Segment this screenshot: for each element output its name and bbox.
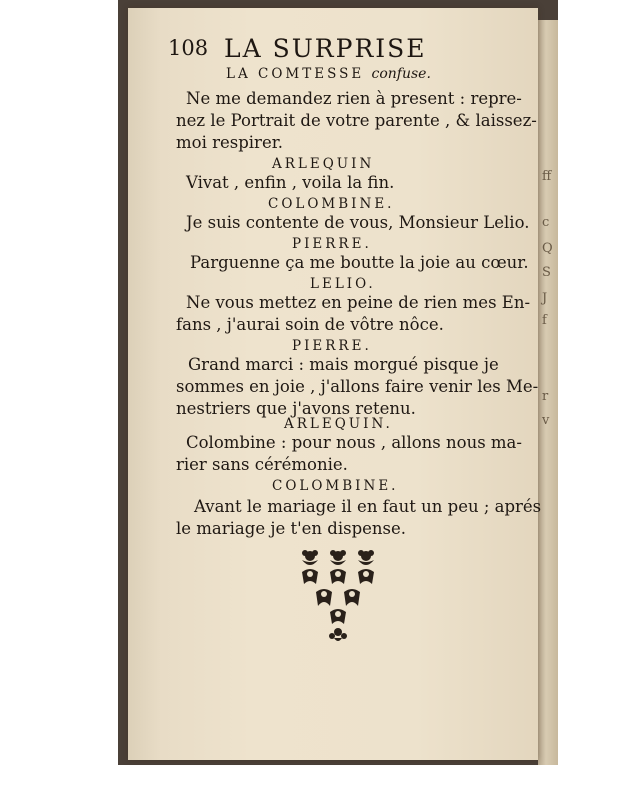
dialogue-line: nestriers que j'avons retenu. (176, 399, 416, 418)
page-header (168, 34, 508, 64)
speaker-name: LELIO. (310, 276, 376, 292)
speaker-name: COLOMBINE. (268, 196, 395, 212)
speaker-name: PIERRE. (292, 338, 372, 354)
fleuron-icon (330, 609, 346, 624)
fleuron-icon (302, 550, 318, 565)
page-number: 108 (168, 36, 209, 60)
dialogue-line: nez le Portrait de votre parente , & laissez- (176, 111, 537, 130)
dialogue-line: Colombine : pour nous , allons nous ma- (186, 433, 522, 452)
speaker-name: PIERRE. (292, 236, 372, 252)
fleuron-icon (330, 550, 346, 565)
fleuron-icon (302, 569, 318, 584)
dialogue-line: le mariage je t'en dispense. (176, 519, 407, 538)
fleuron-icon (358, 550, 374, 565)
fleuron-icon (316, 589, 332, 606)
dialogue-line: rier sans cérémonie. (176, 455, 348, 474)
dialogue-line: Parguenne ça me boutte la joie au cœur. (190, 253, 529, 272)
speaker-label: LA COMTESSE (226, 66, 365, 82)
facing-page-edge (538, 20, 558, 765)
stage-direction: confuse. (371, 66, 431, 82)
fleuron-icon (329, 628, 347, 641)
facing-page-fragment: J (542, 291, 548, 306)
dialogue-line: Vivat , enfin , voila la fin. (186, 173, 395, 192)
dialogue-line: Grand marci : mais morgué pisque je (188, 355, 499, 374)
facing-page-fragment: v (542, 413, 550, 428)
running-title: LA SURPRISE (224, 34, 427, 63)
facing-page-fragment: Q (542, 241, 553, 256)
fleuron-icon (358, 569, 374, 584)
speaker-name: ARLEQUIN (272, 156, 375, 172)
dialogue-line: Je suis contente de vous, Monsieur Lelio. (186, 213, 530, 232)
facing-page-fragment: S (542, 265, 551, 280)
dialogue-line: Avant le mariage il en faut un peu ; aprés (194, 497, 542, 516)
dialogue-line: Ne me demandez rien à present : repre- (186, 89, 522, 108)
dialogue-line: Ne vous mettez en peine de rien mes En- (186, 293, 531, 312)
floral-tailpiece-ornament (296, 548, 380, 644)
facing-page-fragment: ff (542, 169, 552, 184)
speaker-name: ARLEQUIN. (284, 416, 393, 432)
speaker-name: COLOMBINE. (272, 478, 399, 494)
facing-page-fragment: f (542, 313, 547, 328)
speaker-name (226, 64, 431, 84)
dialogue-line: fans , j'aurai soin de vôtre nôce. (176, 315, 444, 334)
facing-page-fragment: r (542, 389, 549, 404)
fleuron-icon (344, 589, 360, 606)
fleuron-icon (330, 569, 346, 584)
dialogue-line: sommes en joie , j'allons faire venir les Me- (176, 377, 539, 396)
dialogue-line: moi respirer. (176, 133, 284, 152)
facing-page-fragment: c (542, 215, 550, 230)
